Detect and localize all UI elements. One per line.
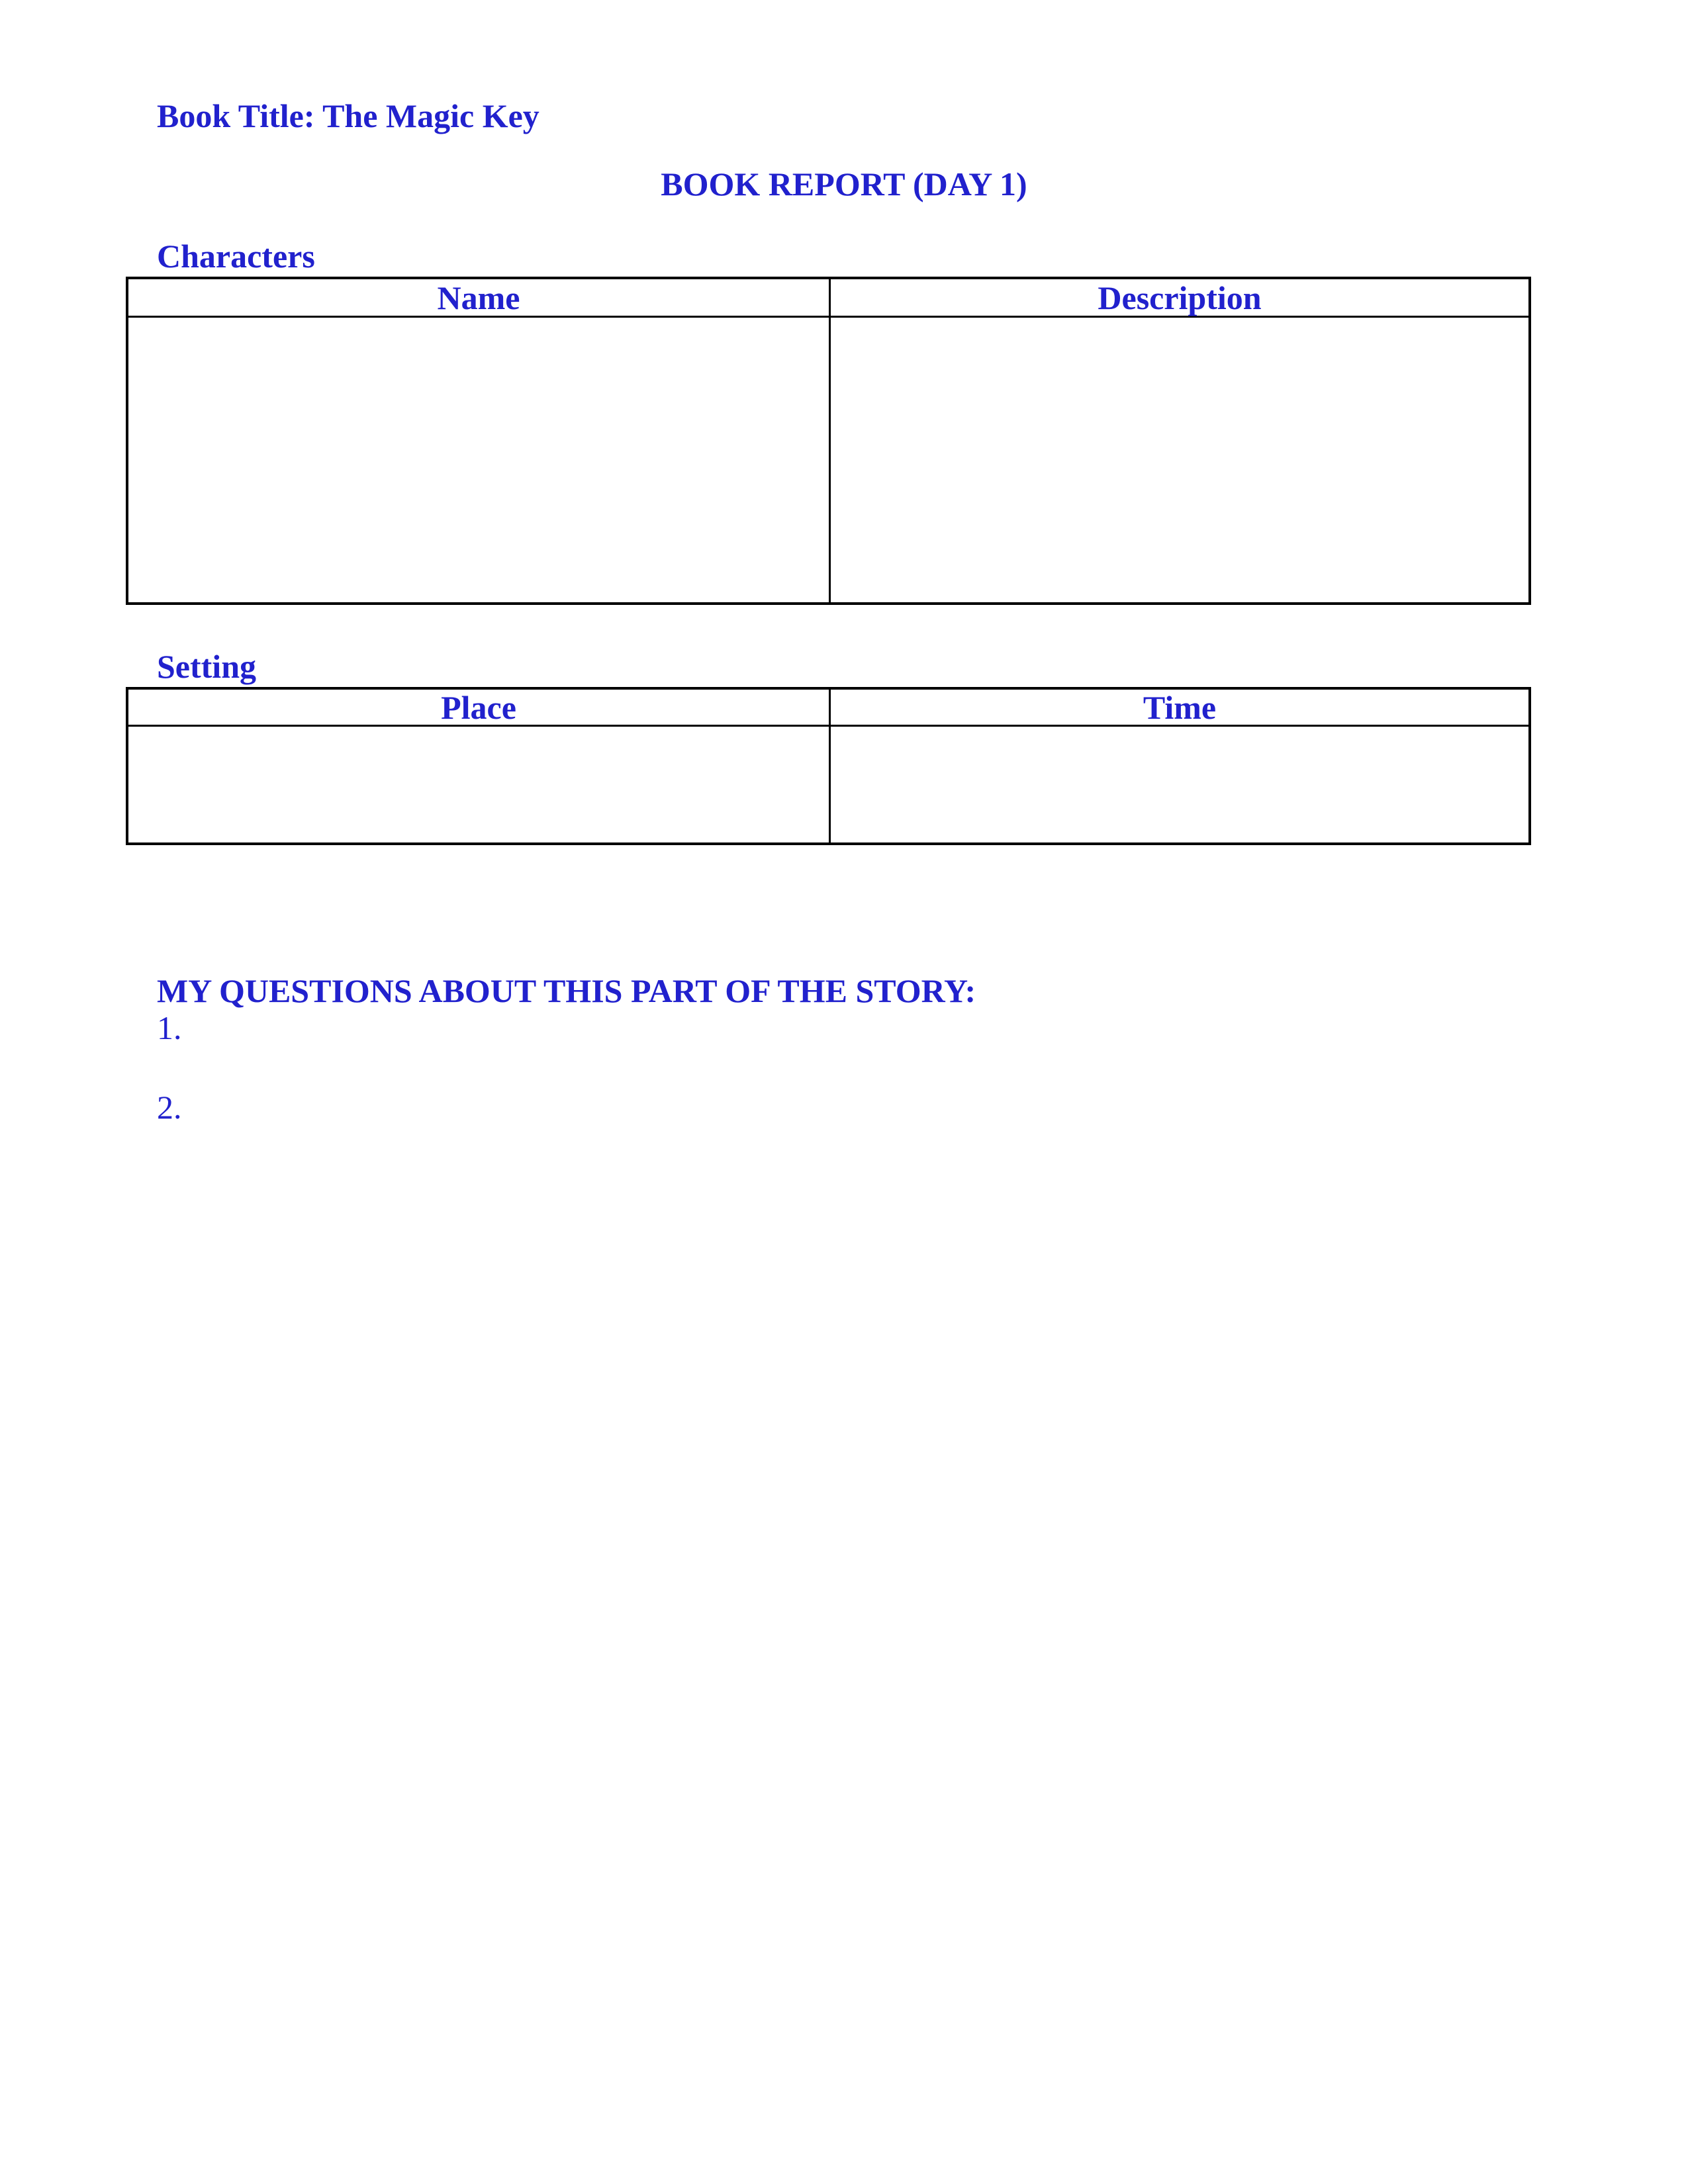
question-1-number: 1. <box>157 1009 182 1046</box>
characters-heading: Characters <box>157 238 315 275</box>
question-item-1[interactable] <box>157 1008 1531 1048</box>
characters-table <box>126 277 1531 605</box>
setting-time-input-cell[interactable] <box>829 727 1528 842</box>
characters-description-input-cell[interactable] <box>829 318 1528 602</box>
characters-description-column-header: Description <box>829 279 1528 318</box>
question-2-number: 2. <box>157 1089 182 1126</box>
setting-place-input-cell[interactable] <box>128 727 829 842</box>
setting-place-column-header: Place <box>128 690 829 727</box>
question-item-2[interactable] <box>157 1087 1531 1127</box>
book-title: Book Title: The Magic Key <box>157 97 539 134</box>
setting-table <box>126 687 1531 845</box>
report-title: BOOK REPORT (DAY 1) <box>661 165 1027 203</box>
characters-name-column-header: Name <box>128 279 829 318</box>
setting-time-column-header: Time <box>829 690 1528 727</box>
characters-name-input-cell[interactable] <box>128 318 829 602</box>
setting-heading: Setting <box>157 648 256 685</box>
questions-heading: MY QUESTIONS ABOUT THIS PART OF THE STORY: <box>157 972 976 1009</box>
